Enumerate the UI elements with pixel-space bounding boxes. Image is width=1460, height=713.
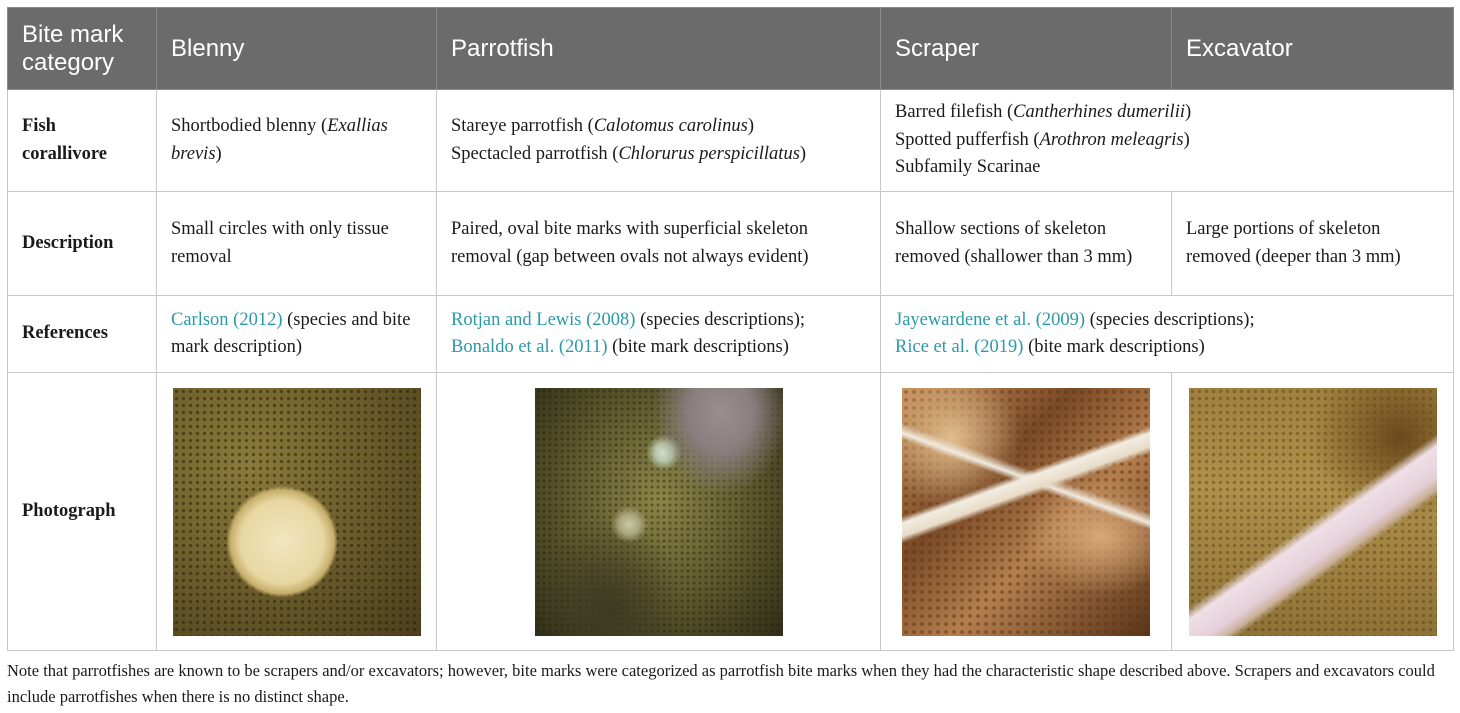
bite-mark-table bbox=[7, 7, 1454, 651]
species-line bbox=[451, 141, 866, 169]
text: Shortbodied blenny ( bbox=[171, 116, 328, 136]
reference-link[interactable]: Jayewardene et al. (2009) bbox=[895, 309, 1086, 330]
text: Spotted pufferfish ( bbox=[895, 129, 1040, 150]
species-line bbox=[895, 154, 1439, 182]
text: (bite mark descriptions) bbox=[1023, 337, 1205, 357]
cell-photo-parrotfish bbox=[437, 373, 881, 651]
reference-line bbox=[451, 334, 866, 362]
text: Spectacled parrotfish ( bbox=[451, 143, 619, 164]
text: ) bbox=[1184, 102, 1192, 123]
cell-photo-scraper bbox=[881, 373, 1172, 651]
cell-references-scraper-excavator bbox=[881, 296, 1454, 373]
header-parrotfish: Parrotfish bbox=[437, 8, 881, 90]
excavator-bite-photo bbox=[1189, 388, 1437, 636]
cell-references-parrotfish bbox=[437, 296, 881, 373]
text: ) bbox=[799, 143, 807, 164]
cell-photo-excavator bbox=[1172, 373, 1454, 651]
cell-fish-blenny bbox=[157, 90, 437, 192]
text: Subfamily Scarinae bbox=[895, 157, 1041, 178]
table-header-row bbox=[8, 8, 1454, 90]
cell-description-parrotfish: Paired, oval bite marks with superficial skeleton removal (gap between ovals not always evident) bbox=[437, 192, 881, 296]
species-line bbox=[451, 113, 866, 141]
cell-references-blenny bbox=[157, 296, 437, 373]
species-line bbox=[895, 127, 1439, 155]
cell-description-scraper: Shallow sections of skeleton removed (shallower than 3 mm) bbox=[881, 192, 1172, 296]
row-label-description: Description bbox=[8, 192, 157, 296]
text: ) bbox=[215, 143, 222, 164]
species-line bbox=[895, 99, 1439, 127]
table-row-description bbox=[8, 192, 1454, 296]
reference-line bbox=[895, 307, 1439, 335]
scraper-bite-photo bbox=[902, 388, 1150, 636]
table-row-photograph bbox=[8, 373, 1454, 651]
text: (species descriptions); bbox=[635, 309, 805, 330]
table-row-fish-corallivore bbox=[8, 90, 1454, 192]
parrotfish-bite-photo bbox=[535, 388, 783, 636]
reference-line bbox=[895, 334, 1439, 362]
species-name: Chlorurus perspicillatus bbox=[618, 143, 800, 164]
text: Stareye parrotfish ( bbox=[451, 116, 594, 136]
species-name: Calotomus carolinus bbox=[593, 116, 748, 136]
text: (bite mark descriptions) bbox=[607, 337, 789, 357]
reference-link[interactable]: Rice et al. (2019) bbox=[895, 337, 1024, 357]
text: ) bbox=[1183, 129, 1190, 150]
reference-line bbox=[451, 307, 866, 335]
header-excavator: Excavator bbox=[1172, 8, 1454, 90]
header-scraper: Scraper bbox=[881, 8, 1172, 90]
text: ) bbox=[747, 116, 754, 136]
cell-fish-parrotfish bbox=[437, 90, 881, 192]
row-label-references: References bbox=[8, 296, 157, 373]
reference-link[interactable]: Rotjan and Lewis (2008) bbox=[451, 309, 636, 330]
header-blenny: Blenny bbox=[157, 8, 437, 90]
reference-link[interactable]: Bonaldo et al. (2011) bbox=[451, 337, 608, 357]
reference-link[interactable]: Carlson (2012) bbox=[171, 309, 283, 330]
table-row-references bbox=[8, 296, 1454, 373]
blenny-bite-photo bbox=[173, 388, 421, 636]
species-name: Arothron meleagris bbox=[1039, 129, 1184, 150]
cell-fish-scraper-excavator bbox=[881, 90, 1454, 192]
species-name: Exallias brevis bbox=[171, 116, 388, 164]
text: (species and bite mark description) bbox=[171, 309, 411, 357]
cell-description-blenny: Small circles with only tissue removal bbox=[157, 192, 437, 296]
bite-mark-table-container bbox=[7, 7, 1453, 651]
text: Barred filefish ( bbox=[895, 102, 1014, 123]
table-footnote: Note that parrotfishes are known to be scrapers and/or excavators; however, bite marks were categorized as parrotfish bite marks when they had the characteristic shape described above. Scrapers and excavators could include parrotfishes when there is no distinct shape. bbox=[7, 661, 1435, 706]
row-label-fish-corallivore: Fish corallivore bbox=[8, 90, 157, 192]
species-name: Cantherhines dumerilii bbox=[1013, 102, 1185, 123]
row-label-photograph: Photograph bbox=[8, 373, 157, 651]
text: (species descriptions); bbox=[1085, 309, 1255, 330]
cell-photo-blenny bbox=[157, 373, 437, 651]
header-category: Bite mark category bbox=[8, 8, 157, 90]
cell-description-excavator: Large portions of skeleton removed (deeper than 3 mm) bbox=[1172, 192, 1454, 296]
